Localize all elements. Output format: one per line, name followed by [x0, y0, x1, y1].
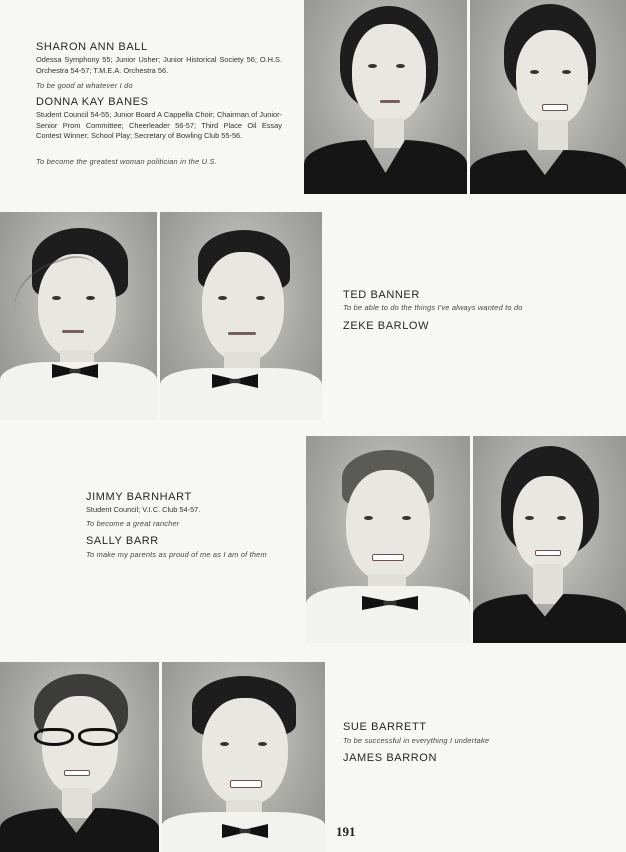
portrait-mouth: [535, 550, 561, 556]
student-motto: To become the greatest woman politician in the U.S.: [36, 157, 217, 166]
portrait-zeke-barlow: [160, 212, 322, 420]
portrait-face: [352, 24, 426, 124]
portrait-sally-barr: [473, 436, 626, 643]
portrait-dress: [304, 140, 467, 194]
portrait-face: [516, 30, 588, 126]
cat-eye-glasses: [78, 728, 118, 746]
student-name: ZEKE BARLOW: [343, 320, 430, 332]
student-name: TED BANNER: [343, 289, 420, 301]
student-name: DONNA KAY BANES: [36, 96, 149, 108]
portrait-eye: [368, 64, 377, 68]
portrait-neck: [374, 118, 404, 148]
portrait-mouth: [542, 104, 568, 111]
portrait-eye: [256, 296, 265, 300]
portrait-face: [346, 470, 430, 582]
portrait-face: [513, 476, 583, 572]
student-name: JIMMY BARNHART: [86, 491, 192, 503]
portrait-face: [42, 696, 118, 796]
portrait-face: [202, 698, 288, 806]
portrait-eye: [402, 516, 411, 520]
student-name: SHARON ANN BALL: [36, 41, 148, 53]
student-motto: To make my parents as proud of me as I am of them: [86, 550, 267, 559]
portrait-eye: [220, 742, 229, 746]
portrait-mouth: [372, 554, 404, 561]
portrait-jacket: [306, 586, 470, 643]
cat-eye-glasses: [34, 728, 74, 746]
student-motto: To be able to do the things I've always wanted to do: [343, 303, 523, 312]
portrait-sharon-ann-ball: [304, 0, 467, 194]
student-motto: To become a great rancher: [86, 519, 180, 528]
portrait-sue-barrett: [0, 662, 159, 852]
portrait-eye: [557, 516, 566, 520]
portrait-neck: [533, 564, 563, 604]
student-activities: Student Council 54-55; Junior Board A Cappella Choir; Chairman of Junior-Senior Prom Committee; Cheerleader 56-57; Third Place Oil Essay Contest Winner; School Play; Secretary of Bowling Club 55-56.: [36, 110, 282, 141]
portrait-eye: [396, 64, 405, 68]
student-name: SALLY BARR: [86, 535, 159, 547]
portrait-james-barron: [162, 662, 325, 852]
portrait-mouth: [380, 100, 400, 103]
student-activities: Odessa Symphony 55; Junior Usher; Junior Historical Society 56; O.H.S. Orchestra 54-57; T.M.E.A. Orchestra 56.: [36, 55, 282, 75]
portrait-eye: [218, 296, 227, 300]
student-name: SUE BARRETT: [343, 721, 427, 733]
portrait-mouth: [230, 780, 262, 788]
portrait-dress: [470, 150, 626, 194]
portrait-mouth: [64, 770, 90, 776]
portrait-eye: [525, 516, 534, 520]
portrait-mouth: [62, 330, 84, 333]
portrait-neck: [62, 788, 92, 818]
portrait-jacket: [160, 368, 322, 420]
student-motto: To be good at whatever I do: [36, 81, 133, 90]
student-name: JAMES BARRON: [343, 752, 437, 764]
portrait-donna-kay-banes: [470, 0, 626, 194]
portrait-ted-banner: [0, 212, 157, 420]
portrait-eye: [562, 70, 571, 74]
portrait-mouth: [228, 332, 256, 335]
portrait-eye: [530, 70, 539, 74]
page-number: 191: [336, 824, 356, 839]
portrait-eye: [364, 516, 373, 520]
portrait-eye: [258, 742, 267, 746]
student-activities: Student Council; V.I.C. Club 54-57.: [86, 505, 201, 514]
student-motto: To be successful in everything I undertake: [343, 736, 490, 745]
portrait-face: [202, 252, 284, 362]
portrait-neck: [538, 120, 568, 150]
portrait-jimmy-barnhart: [306, 436, 470, 643]
